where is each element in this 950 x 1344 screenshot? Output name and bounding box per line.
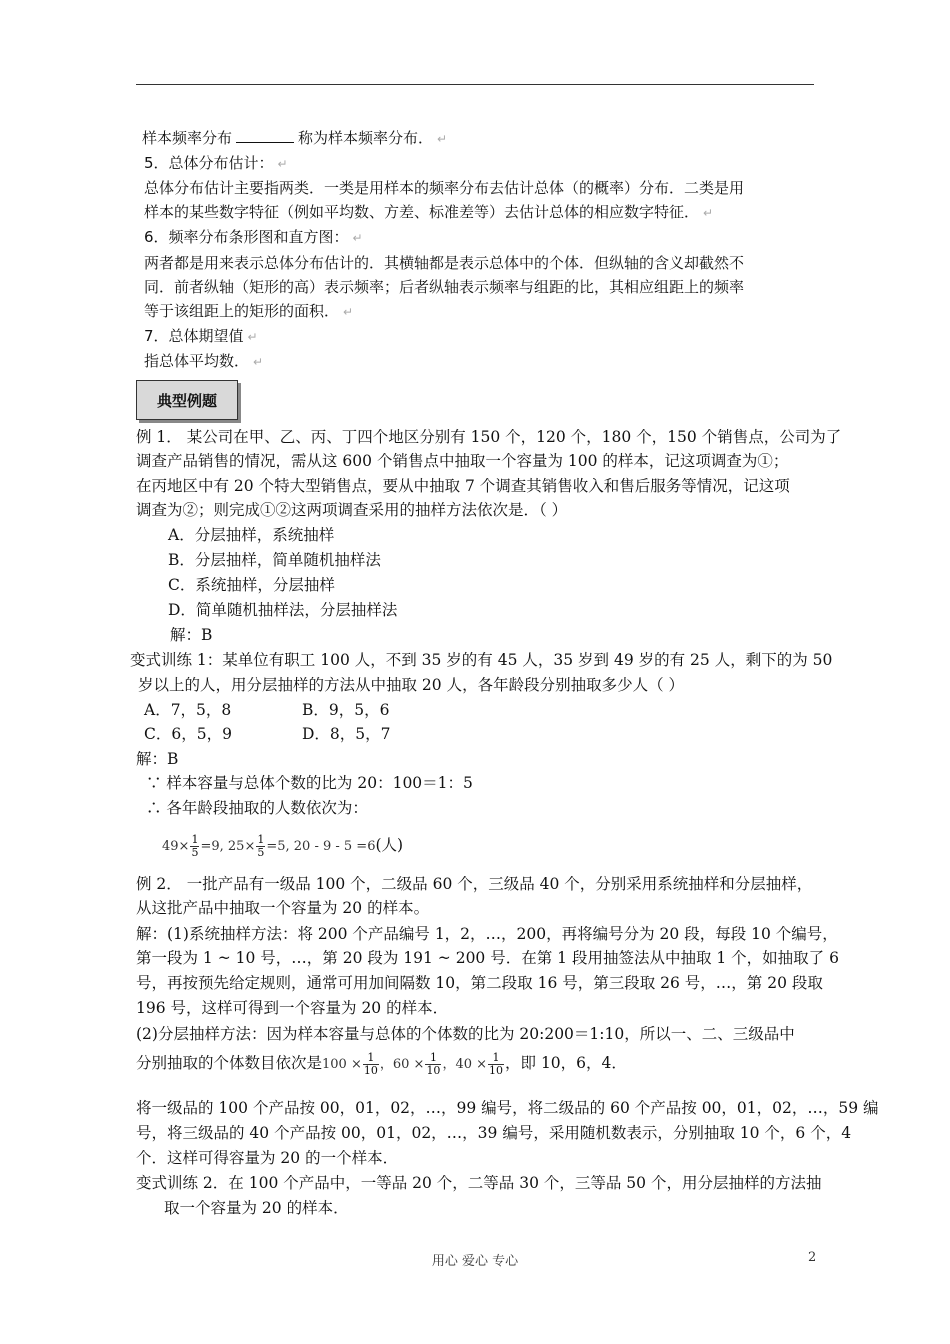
option-d: D．简单随机抽样法，分层抽样法 (168, 601, 398, 619)
example2-line: 例 2． 一批产品有一级品 100 个，二级品 60 个，三级品 40 个，分别采用系统抽样和分层抽样， (136, 875, 813, 893)
example2-line: 将一级品的 100 个产品按 00，01，02，…，99 编号，将二级品的 60 个产品按 00，01，02，…，59 编 (136, 1099, 879, 1117)
training2-line: 取一个容量为 20 的样本． (164, 1199, 349, 1217)
heading-6: 6．频率分布条形图和直方图： ↵ (144, 228, 363, 246)
header-rule (136, 84, 814, 85)
fraction: $\frac{1}{10}$ (426, 1050, 441, 1077)
example2-line: 196 号，这样可得到一个容量为 20 的样本． (136, 999, 449, 1017)
option-d: D．8，5，7 (302, 725, 391, 743)
page-number: 2 (808, 1250, 817, 1265)
fraction: $\frac{1}{10}$ (489, 1050, 504, 1077)
example1-line: 例 1． 某公司在甲、乙、丙、丁四个地区分别有 150 个，120 个，180 个，150 个销售点，公司为了 (136, 428, 842, 446)
therefore-line: ∴ 各年龄段抽取的人数依次为： (146, 799, 368, 817)
paragraph-line: 同．前者纵轴（矩形的高）表示频率；后者纵轴表示频率与组距的比，其相应组距上的频率 (144, 278, 745, 296)
paragraph-line: 总体分布估计主要指两类．一类是用样本的频率分布去估计总体（的概率）分布．二类是用 (144, 179, 745, 197)
option-a: A．7，5，8 (144, 701, 232, 719)
option-b: B．分层抽样，简单随机抽样法 (168, 551, 381, 569)
sample-freq-after: 称为样本频率分布． (298, 129, 434, 147)
because-line: ∵ 样本容量与总体个数的比为 20：100＝1：5 (146, 774, 473, 792)
formula-line: 49× $\frac{1}{5}$ =9, 25× $\frac{1}{5}$ =5, 20 - 9 - 5 =6(人) (162, 832, 404, 859)
fill-blank (236, 128, 294, 143)
example1-line: 调查产品销售的情况，需从这 600 个销售点中抽取一个容量为 100 的样本，记这项调查为①； (136, 452, 789, 470)
fraction: $\frac{1}{10}$ (363, 1050, 378, 1077)
example1-line: 在丙地区中有 20 个特大型销售点，要从中抽取 7 个调查其销售收入和售后服务等情况，记这项 (136, 477, 790, 495)
heading-5: 5．总体分布估计： ↵ (144, 154, 288, 172)
paragraph-line: 指总体平均数． ↵ (144, 352, 264, 370)
example2-line: 第一段为 1 ~ 10 号，…，第 20 段为 191 ~ 200 号．在第 1 段用抽签法从中抽取 1 个，如抽取了 6 (136, 949, 839, 967)
example2-line: 解：(1)系统抽样方法：将 200 个产品编号 1，2，…，200，再将编号分为 20 段，每段 10 个编号， (136, 925, 838, 943)
sample-freq-text: 样本频率分布 (142, 129, 233, 147)
training1-line: 岁以上的人，用分层抽样的方法从中抽取 20 人，各年龄段分别抽取多少人（ ） (138, 676, 685, 694)
paragraph-line: 等于该组距上的矩形的面积． ↵ (144, 302, 354, 320)
option-c: C．系统抽样，分层抽样 (168, 576, 335, 594)
page-footer: 用心 爱心 专心 (431, 1254, 519, 1269)
example2-line: 号，再按预先给定规则，通常可用加间隔数 10，第二段取 16 号，第三段取 26 号，…，第 20 段取 (136, 974, 823, 992)
sample-freq-line: 样本频率分布 称为样本频率分布． ↵ (142, 129, 448, 147)
answer: 解：B (170, 626, 213, 644)
example2-line: 个．这样可得容量为 20 的一个样本． (136, 1149, 399, 1167)
option-c: C．6，5，9 (144, 725, 232, 743)
section-tag: 典型例题 (136, 380, 238, 420)
paragraph-line: 两者都是用来表示总体分布估计的．其横轴都是表示总体中的个体．但纵轴的含义却截然不 (144, 254, 745, 272)
fraction: $\frac{1}{5}$ (257, 832, 265, 859)
fraction-line: 分别抽取的个体数目依次是100 × $\frac{1}{10}$ ，60 × $\frac{1}{10}$ ，40 × $\frac{1}{10}$ ，即 10，6，4． (136, 1050, 627, 1077)
training2-line: 变式训练 2．在 100 个产品中，一等品 20 个，二等品 30 个，三等品 50 个，用分层抽样的方法抽 (136, 1174, 822, 1192)
training1-line: 变式训练 1：某单位有职工 100 人，不到 35 岁的有 45 人，35 岁到 49 岁的有 25 人，剩下的为 50 (130, 651, 833, 669)
fraction: $\frac{1}{5}$ (191, 832, 199, 859)
answer: 解：B (136, 750, 179, 768)
paragraph-line: 样本的某些数字特征（例如平均数、方差、标准差等）去估计总体的相应数字特征． ↵ (144, 203, 714, 221)
example1-line: 调查为②；则完成①②这两项调查采用的抽样方法依次是．（ ） (136, 501, 568, 519)
option-b: B．9，5，6 (302, 701, 390, 719)
option-a: A．分层抽样，系统抽样 (168, 526, 335, 544)
example2-line: (2)分层抽样方法：因为样本容量与总体的个体数的比为 20:200＝1:10，所以一、二、三级品中 (136, 1025, 795, 1043)
example2-line: 号，将三级品的 40 个产品按 00，01，02，…，39 编号，采用随机数表示，分别抽取 10 个，6 个，4 (136, 1124, 852, 1142)
example2-line: 从这批产品中抽取一个容量为 20 的样本。 (136, 899, 430, 917)
heading-7: 7．总体期望值 ↵ (144, 327, 258, 345)
